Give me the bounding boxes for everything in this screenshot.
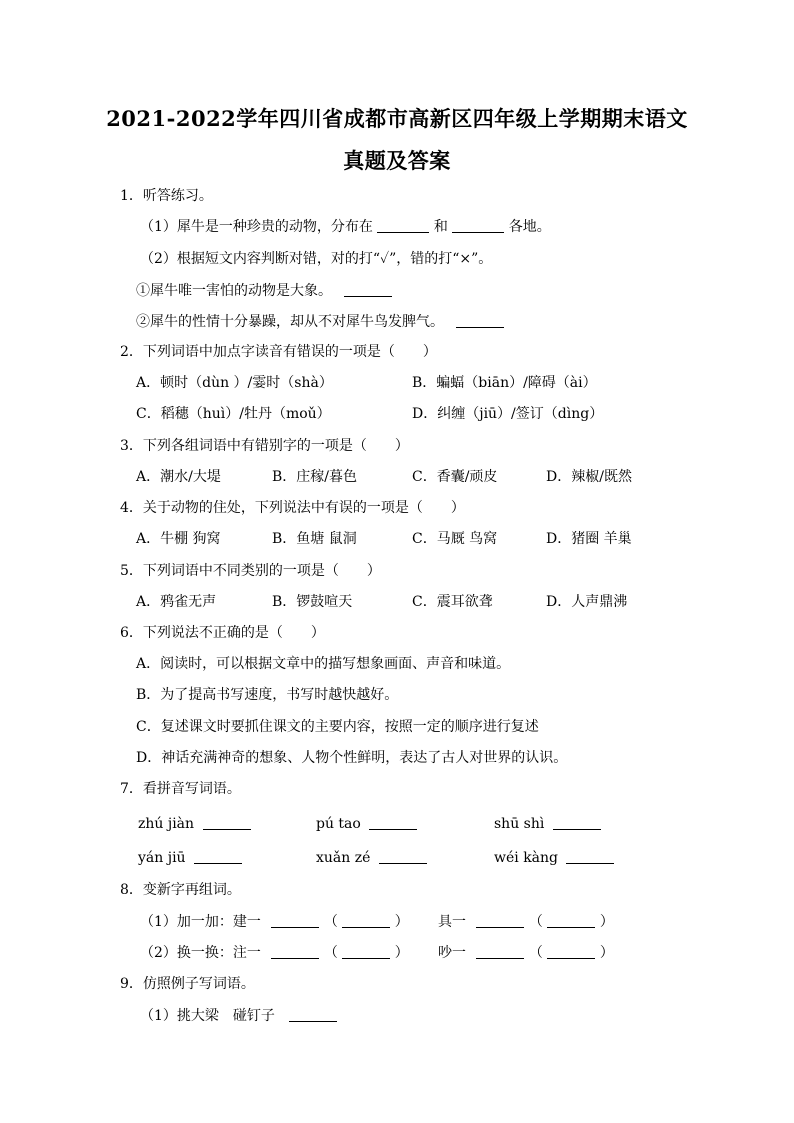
q8-row1-second-label: 具一: [438, 914, 466, 930]
answer-blank[interactable]: [553, 815, 601, 830]
close-paren: ）: [599, 945, 614, 961]
q7-item: [316, 849, 427, 867]
q8-row2-right: [438, 944, 614, 962]
close-paren: ）: [394, 945, 409, 961]
q7-stem: 7．看拼音写词语。: [120, 781, 241, 797]
open-paren: （: [323, 914, 338, 930]
answer-blank[interactable]: [344, 282, 392, 297]
q8-row1-label: （1）加一加：建一: [140, 914, 261, 930]
q9-stem: 9．仿照例子写词语。: [120, 976, 255, 992]
q3-option-c[interactable]: C．香囊/顽皮: [412, 469, 498, 485]
document-title-line2: 真题及答案: [343, 148, 451, 173]
q2-option-d[interactable]: D．纠缠（jiū）/签订（dìng）: [412, 406, 604, 422]
q6-option-d[interactable]: D．神话充满神奇的想象、人物个性鲜明，表达了古人对世界的认识。: [136, 750, 568, 766]
answer-blank[interactable]: [452, 218, 504, 233]
q9-part1: [140, 1007, 337, 1025]
q5-option-d[interactable]: D．人声鼎沸: [546, 594, 628, 610]
q7-item: [316, 815, 417, 833]
answer-blank[interactable]: [342, 913, 390, 928]
q2-option-c[interactable]: C．稻穗（huì）/牡丹（moǔ）: [136, 406, 331, 422]
q8-row2-label: （2）换一换：注一: [140, 945, 261, 961]
q1-part1: [140, 218, 551, 236]
q1-part1-mid: 和: [433, 219, 448, 235]
answer-blank[interactable]: [194, 849, 242, 864]
q4-option-d[interactable]: D．猪圈 羊巢: [546, 531, 632, 547]
q6-option-c[interactable]: C．复述课文时要抓住课文的主要内容，按照一定的顺序进行复述: [136, 719, 539, 735]
document-title-line1: 2021-2022学年四川省成都市高新区四年级上学期期末语文: [106, 106, 688, 131]
q7-item: [494, 815, 601, 833]
q8-stem: 8．变新字再组词。: [120, 882, 241, 898]
q3-option-d[interactable]: D．辣椒/既然: [546, 469, 632, 485]
open-paren: （: [528, 945, 543, 961]
q8-row2-second-label: 吵一: [438, 945, 466, 961]
q6-option-b[interactable]: B．为了提高书写速度，书写时越快越好。: [136, 687, 399, 703]
open-paren: （: [323, 945, 338, 961]
q5-option-a[interactable]: A．鸦雀无声: [136, 594, 217, 610]
q1-statement1: [136, 282, 392, 300]
answer-blank[interactable]: [203, 815, 251, 830]
q1-part1-suffix: 各地。: [508, 219, 551, 235]
q1-part1-prefix: （1）犀牛是一种珍贵的动物，分布在: [140, 219, 373, 235]
q1-statement1-text: ①犀牛唯一害怕的动物是大象。: [136, 283, 332, 299]
answer-blank[interactable]: [547, 944, 595, 959]
q1-statement2: [136, 313, 504, 331]
answer-blank[interactable]: [547, 913, 595, 928]
q4-stem: 4．关于动物的住处，下列说法中有误的一项是（ ）: [120, 500, 465, 516]
answer-blank[interactable]: [476, 913, 524, 928]
answer-blank[interactable]: [271, 944, 319, 959]
answer-blank[interactable]: [289, 1007, 337, 1022]
q5-stem: 5．下列词语中不同类别的一项是（ ）: [120, 563, 381, 579]
pinyin-text: yán jiū: [138, 850, 186, 866]
q4-option-a[interactable]: A．牛棚 狗窝: [136, 531, 221, 547]
q8-row1-left: [140, 913, 409, 931]
q6-stem: 6．下列说法不正确的是（ ）: [120, 625, 325, 641]
q1-statement2-text: ②犀牛的性情十分暴躁，却从不对犀牛鸟发脾气。: [136, 314, 444, 330]
pinyin-text: xuǎn zé: [316, 850, 371, 866]
q7-item: [494, 849, 614, 867]
answer-blank[interactable]: [377, 218, 429, 233]
answer-blank[interactable]: [369, 815, 417, 830]
q2-option-a[interactable]: A．顿时（dùn ）/霎时（shà）: [136, 375, 333, 391]
q6-option-a[interactable]: A．阅读时，可以根据文章中的描写想象画面、声音和味道。: [136, 656, 511, 672]
answer-blank[interactable]: [456, 313, 504, 328]
close-paren: ）: [599, 914, 614, 930]
q2-option-b[interactable]: B．蝙蝠（biān）/障碍（ài）: [412, 375, 597, 391]
q7-item: [138, 815, 251, 833]
answer-blank[interactable]: [476, 944, 524, 959]
q9-part1-text: （1）挑大梁 碰钉子: [140, 1008, 275, 1024]
pinyin-text: wéi kàng: [494, 850, 559, 866]
pinyin-text: shū shì: [494, 816, 545, 832]
q5-option-c[interactable]: C．震耳欲聋: [412, 594, 493, 610]
q4-option-b[interactable]: B．鱼塘 鼠洞: [272, 531, 357, 547]
q4-option-c[interactable]: C．马厩 鸟窝: [412, 531, 498, 547]
answer-blank[interactable]: [342, 944, 390, 959]
open-paren: （: [528, 914, 543, 930]
pinyin-text: zhú jiàn: [138, 816, 195, 832]
pinyin-text: pú tao: [316, 816, 361, 832]
q1-part2: （2）根据短文内容判断对错，对的打“✓”，错的打“×”。: [140, 251, 493, 267]
answer-blank[interactable]: [379, 849, 427, 864]
q8-row1-right: [438, 913, 614, 931]
close-paren: ）: [394, 914, 409, 930]
q8-row2-left: [140, 944, 409, 962]
q3-option-a[interactable]: A．潮水/大堤: [136, 469, 221, 485]
q5-option-b[interactable]: B．锣鼓喧天: [272, 594, 353, 610]
answer-blank[interactable]: [566, 849, 614, 864]
q1-stem: 1．听答练习。: [120, 188, 213, 204]
q3-option-b[interactable]: B．庄稼/暮色: [272, 469, 358, 485]
q7-item: [138, 849, 242, 867]
q2-stem: 2．下列词语中加点字读音有错误的一项是（ ）: [120, 344, 437, 360]
q3-stem: 3．下列各组词语中有错别字的一项是（ ）: [120, 438, 409, 454]
answer-blank[interactable]: [271, 913, 319, 928]
